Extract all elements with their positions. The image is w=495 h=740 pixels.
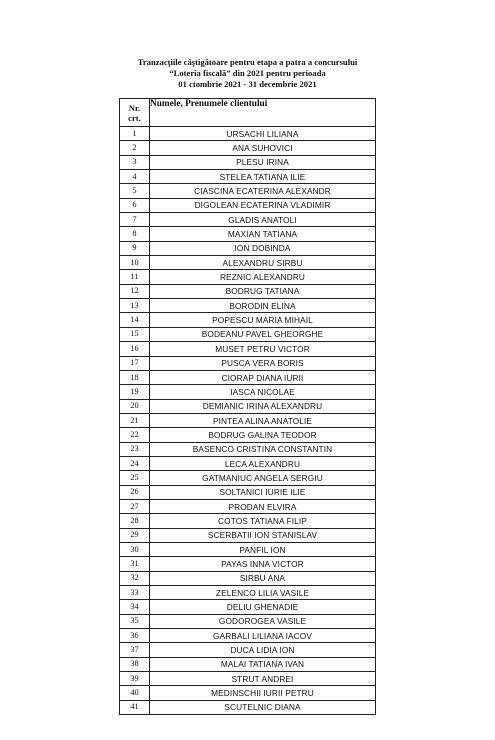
table-row xyxy=(120,657,376,671)
table-row xyxy=(120,456,376,470)
client-name: MALAI TATIANA IVAN xyxy=(150,657,376,671)
client-name: IASCA NICOLAE xyxy=(150,385,376,399)
column-header-nr-line2: crt. xyxy=(128,112,141,123)
row-number: 27 xyxy=(120,499,150,513)
table-row xyxy=(120,514,376,528)
table-row xyxy=(120,428,376,442)
client-name: PLESU IRINA xyxy=(150,155,376,169)
row-number: 3 xyxy=(120,155,150,169)
client-name: ION DOBINDA xyxy=(150,241,376,255)
row-number: 20 xyxy=(120,399,150,413)
client-name: BODRUG TATIANA xyxy=(150,284,376,298)
table-row xyxy=(120,629,376,643)
column-header-nr-line1: Nr. xyxy=(128,102,141,113)
client-name: MAXIAN TATIANA xyxy=(150,227,376,241)
row-number: 19 xyxy=(120,385,150,399)
row-number: 6 xyxy=(120,198,150,212)
table-row xyxy=(120,155,376,169)
table-row xyxy=(120,672,376,686)
client-name: ANA SUHOVICI xyxy=(150,141,376,155)
client-name: POPESCU MARIA MIHAIL xyxy=(150,313,376,327)
client-name: REZNIC ALEXANDRU xyxy=(150,270,376,284)
client-name: DEMIANIC IRINA ALEXANDRU xyxy=(150,399,376,413)
row-number: 31 xyxy=(120,557,150,571)
row-number: 34 xyxy=(120,600,150,614)
client-name: PRODAN ELVIRA xyxy=(150,499,376,513)
client-name: SIRBU ANA xyxy=(150,571,376,585)
client-name: PUSCA VERA BORIS xyxy=(150,356,376,370)
client-name: DIGOLEAN ECATERINA VLADIMIR xyxy=(150,198,376,212)
row-number: 10 xyxy=(120,256,150,270)
table-row xyxy=(120,170,376,184)
table-row xyxy=(120,313,376,327)
client-name: CIASCINA ECATERINA ALEXANDR xyxy=(150,184,376,198)
row-number: 15 xyxy=(120,327,150,341)
client-name: BODEANU PAVEL GHEORGHE xyxy=(150,327,376,341)
title-line-1: Tranzacţiile câştigătoare pentru etapa a patra a concursului xyxy=(137,57,358,67)
table-header-row xyxy=(120,99,376,127)
client-name: GODOROGEA VASILE xyxy=(150,614,376,628)
table-row xyxy=(120,499,376,513)
client-name: DUCA LIDIA ION xyxy=(150,643,376,657)
row-number: 35 xyxy=(120,614,150,628)
client-name: LECA ALEXANDRU xyxy=(150,456,376,470)
row-number: 30 xyxy=(120,542,150,556)
client-name: SOLTANICI IURIE ILIE xyxy=(150,485,376,499)
table-row xyxy=(120,600,376,614)
table-row xyxy=(120,542,376,556)
table-row xyxy=(120,413,376,427)
winners-table xyxy=(119,98,376,715)
client-name: MEDINSCHII IURII PETRU xyxy=(150,686,376,700)
client-name: SCERBATII ION STANISLAV xyxy=(150,528,376,542)
client-name: GATMANIUC ANGELA SERGIU xyxy=(150,471,376,485)
row-number: 1 xyxy=(120,127,150,141)
table-row xyxy=(120,198,376,212)
client-name: PINTEA ALINA ANATOLIE xyxy=(150,413,376,427)
client-name: SCUTELNIC DIANA xyxy=(150,700,376,714)
row-number: 29 xyxy=(120,528,150,542)
row-number: 26 xyxy=(120,485,150,499)
table-row xyxy=(120,571,376,585)
table-row xyxy=(120,557,376,571)
client-name: STELEA TATIANA ILIE xyxy=(150,170,376,184)
client-name: URSACHI LILIANA xyxy=(150,127,376,141)
row-number: 14 xyxy=(120,313,150,327)
row-number: 4 xyxy=(120,170,150,184)
client-name: BORODIN ELINA xyxy=(150,299,376,313)
title-line-2: “Loteria fiscală” din 2021 pentru perioada xyxy=(169,68,326,78)
client-name: BODRUG GALINA TEODOR xyxy=(150,428,376,442)
row-number: 11 xyxy=(120,270,150,284)
table-row xyxy=(120,700,376,714)
row-number: 9 xyxy=(120,241,150,255)
row-number: 25 xyxy=(120,471,150,485)
client-name: CIORAP DIANA IURII xyxy=(150,370,376,384)
table-row xyxy=(120,686,376,700)
client-name: MUSET PETRU VICTOR xyxy=(150,342,376,356)
column-header-name: Numele, Prenumele clientului xyxy=(150,99,376,127)
client-name: COTOS TATIANA FILIP xyxy=(150,514,376,528)
row-number: 32 xyxy=(120,571,150,585)
table-row xyxy=(120,127,376,141)
table-row xyxy=(120,643,376,657)
table-row xyxy=(120,342,376,356)
table-row xyxy=(120,141,376,155)
table-body xyxy=(120,127,376,715)
document-title xyxy=(0,57,495,90)
table-row xyxy=(120,184,376,198)
table-row xyxy=(120,442,376,456)
row-number: 41 xyxy=(120,700,150,714)
table-row xyxy=(120,299,376,313)
table-row xyxy=(120,356,376,370)
row-number: 36 xyxy=(120,629,150,643)
table-row xyxy=(120,471,376,485)
client-name: STRUT ANDREI xyxy=(150,672,376,686)
row-number: 37 xyxy=(120,643,150,657)
table-row xyxy=(120,270,376,284)
row-number: 24 xyxy=(120,456,150,470)
title-line-3: 01 ctombrie 2021 - 31 decembrie 2021 xyxy=(178,79,317,89)
client-name: DELIU GHENADIE xyxy=(150,600,376,614)
client-name: GLADIS ANATOLI xyxy=(150,213,376,227)
table-row xyxy=(120,614,376,628)
column-header-nr xyxy=(120,99,150,127)
row-number: 8 xyxy=(120,227,150,241)
row-number: 21 xyxy=(120,413,150,427)
table-row xyxy=(120,385,376,399)
row-number: 18 xyxy=(120,370,150,384)
table-row xyxy=(120,399,376,413)
table-row xyxy=(120,284,376,298)
row-number: 28 xyxy=(120,514,150,528)
table-row xyxy=(120,327,376,341)
table-row xyxy=(120,227,376,241)
row-number: 16 xyxy=(120,342,150,356)
row-number: 40 xyxy=(120,686,150,700)
row-number: 22 xyxy=(120,428,150,442)
row-number: 2 xyxy=(120,141,150,155)
row-number: 5 xyxy=(120,184,150,198)
row-number: 39 xyxy=(120,672,150,686)
client-name: PANFIL ION xyxy=(150,542,376,556)
client-name: GARBALI LILIANA IACOV xyxy=(150,629,376,643)
table-row xyxy=(120,213,376,227)
table-row xyxy=(120,485,376,499)
row-number: 33 xyxy=(120,586,150,600)
table-row xyxy=(120,528,376,542)
row-number: 17 xyxy=(120,356,150,370)
client-name: ZELENCO LILIA VASILE xyxy=(150,586,376,600)
row-number: 38 xyxy=(120,657,150,671)
row-number: 23 xyxy=(120,442,150,456)
row-number: 7 xyxy=(120,213,150,227)
row-number: 13 xyxy=(120,299,150,313)
client-name: BASENCO CRISTINA CONSTANTIN xyxy=(150,442,376,456)
table-row xyxy=(120,256,376,270)
client-name: ALEXANDRU SIRBU xyxy=(150,256,376,270)
table-row xyxy=(120,241,376,255)
row-number: 12 xyxy=(120,284,150,298)
client-name: PAYAS INNA VICTOR xyxy=(150,557,376,571)
table-row xyxy=(120,370,376,384)
table-row xyxy=(120,586,376,600)
